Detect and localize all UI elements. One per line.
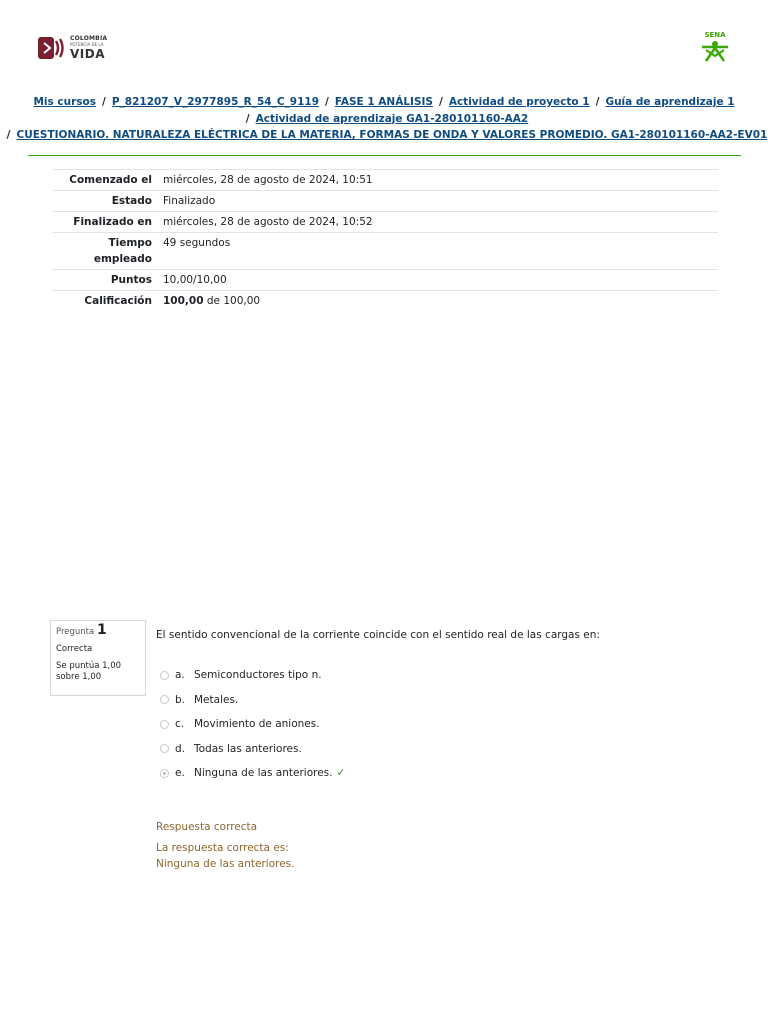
logo-text-colombia: COLOMBIA bbox=[70, 35, 108, 42]
logo-text-vida: VIDA bbox=[70, 47, 105, 61]
breadcrumb-cuestionario[interactable]: CUESTIONARIO. NATURALEZA ELÉCTRICA DE LA MATERIA, FORMAS DE ONDA Y VALORES PROMEDIO. GA1-280101160-AA2-EV01 bbox=[16, 129, 768, 141]
answer-option-c[interactable] bbox=[160, 712, 345, 737]
option-text: Metales. bbox=[194, 693, 239, 706]
attempt-summary-table bbox=[52, 169, 718, 311]
answer-feedback bbox=[156, 819, 294, 872]
breadcrumb-separator: / bbox=[595, 96, 600, 108]
sena-logo[interactable] bbox=[698, 31, 732, 63]
summary-label: Calificación bbox=[84, 295, 152, 307]
summary-value: Finalizado bbox=[163, 195, 216, 207]
answer-option-e[interactable] bbox=[160, 761, 345, 786]
sena-logo-text: SENA bbox=[704, 31, 726, 39]
question-state: Correcta bbox=[56, 644, 93, 654]
breadcrumb-course[interactable]: P_821207_V_2977895_R_54_C_9119 bbox=[111, 96, 320, 108]
summary-value: miércoles, 28 de agosto de 2024, 10:52 bbox=[163, 216, 373, 228]
question-label: Pregunta bbox=[56, 627, 95, 637]
answer-options bbox=[160, 663, 345, 786]
answer-option-d[interactable] bbox=[160, 737, 345, 762]
option-text: Movimiento de aniones. bbox=[194, 718, 320, 731]
summary-label: Estado bbox=[111, 195, 152, 207]
summary-value: 10,00/10,00 bbox=[163, 274, 227, 286]
option-letter: e. bbox=[175, 767, 185, 780]
feedback-correct-answer: Ninguna de las anteriores. bbox=[156, 858, 295, 870]
colombia-logo-icon bbox=[38, 35, 66, 61]
breadcrumb-separator: / bbox=[438, 96, 443, 108]
summary-row-grade bbox=[52, 291, 718, 312]
feedback-result: Respuesta correcta bbox=[156, 821, 258, 833]
summary-row-time bbox=[52, 233, 718, 270]
breadcrumb-separator: / bbox=[6, 129, 11, 141]
grade-value: 100,00 bbox=[163, 295, 204, 307]
radio-button[interactable] bbox=[160, 671, 169, 680]
option-letter: a. bbox=[175, 669, 185, 682]
page-header bbox=[0, 0, 768, 80]
summary-value: miércoles, 28 de agosto de 2024, 10:51 bbox=[163, 174, 373, 186]
summary-label: Puntos bbox=[110, 274, 152, 286]
grade-suffix: de 100,00 bbox=[206, 295, 261, 307]
summary-row-points bbox=[52, 270, 718, 291]
breadcrumb-fase[interactable]: FASE 1 ANÁLISIS bbox=[334, 96, 433, 108]
colombia-potencia-logo[interactable] bbox=[38, 34, 110, 62]
summary-row-finished bbox=[52, 212, 718, 233]
option-letter: b. bbox=[175, 693, 186, 706]
summary-row-state bbox=[52, 191, 718, 212]
option-text: Ninguna de las anteriores. bbox=[194, 767, 333, 780]
radio-button-selected[interactable] bbox=[160, 769, 169, 778]
feedback-correct-intro: La respuesta correcta es: bbox=[156, 842, 289, 854]
radio-button[interactable] bbox=[160, 744, 169, 753]
option-letter: d. bbox=[175, 742, 186, 755]
correct-check-icon: ✓ bbox=[336, 767, 346, 780]
summary-value: 49 segundos bbox=[163, 237, 231, 249]
radio-button[interactable] bbox=[160, 720, 169, 729]
answer-option-a[interactable] bbox=[160, 663, 345, 688]
breadcrumb-separator: / bbox=[101, 96, 106, 108]
question-info-box bbox=[50, 620, 146, 696]
option-text: Semiconductores tipo n. bbox=[194, 669, 322, 682]
radio-button[interactable] bbox=[160, 695, 169, 704]
option-text: Todas las anteriores. bbox=[194, 742, 302, 755]
breadcrumb bbox=[0, 94, 768, 144]
summary-row-started bbox=[52, 170, 718, 191]
breadcrumb-actividad-aprendizaje[interactable]: Actividad de aprendizaje GA1-280101160-AA2 bbox=[255, 112, 529, 125]
header-divider bbox=[28, 155, 741, 156]
summary-label: Comenzado el bbox=[69, 174, 152, 186]
summary-label: Tiempo empleado bbox=[93, 237, 152, 265]
question-grade: Se puntúa 1,00 sobre 1,00 bbox=[56, 661, 122, 682]
logo-text-potencia: POTENCIA DE LA bbox=[70, 42, 104, 47]
breadcrumb-guia[interactable]: Guía de aprendizaje 1 bbox=[605, 96, 735, 108]
option-letter: c. bbox=[175, 718, 185, 731]
breadcrumb-mis-cursos[interactable]: Mis cursos bbox=[33, 96, 96, 108]
breadcrumb-separator: / bbox=[325, 96, 329, 108]
breadcrumb-actividad-proyecto[interactable]: Actividad de proyecto 1 bbox=[448, 96, 590, 108]
breadcrumb-separator: / bbox=[245, 112, 250, 125]
question-number: 1 bbox=[96, 622, 107, 638]
answer-option-b[interactable] bbox=[160, 688, 345, 713]
summary-label: Finalizado en bbox=[73, 216, 152, 228]
question-text: El sentido convencional de la corriente coincide con el sentido real de las cargas en: bbox=[156, 629, 600, 641]
summary-value bbox=[157, 291, 718, 312]
